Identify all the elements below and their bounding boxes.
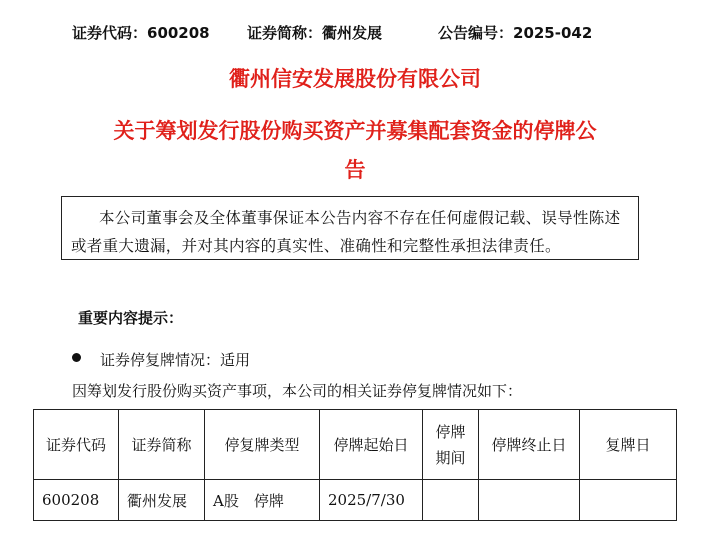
table-cell: 2025/7/30 (320, 480, 423, 521)
header-cell-line: 停牌 (435, 422, 466, 441)
key-points-heading: 重要内容提示： (78, 309, 184, 327)
table-cell: A股 停牌 (205, 480, 320, 521)
header-cell-line: 期间 (435, 448, 466, 467)
company-title: 衢州信安发展股份有限公司 (229, 67, 481, 91)
stock-short-name: 证券简称：衢州发展 (247, 24, 383, 42)
intro-text: 因筹划发行股份购买资产事项，本公司的相关证券停复牌情况如下： (72, 382, 523, 400)
header-cell: 证券代码 (34, 410, 119, 480)
header-cell: 证券简称 (119, 410, 205, 480)
disclaimer-line-2: 或者重大遗漏，并对其内容的真实性、准确性和完整性承担法律责任。 (71, 237, 561, 255)
disclaimer-box (61, 196, 639, 260)
header-cell (423, 410, 479, 480)
table-cell (580, 480, 677, 521)
table-cell: 600208 (34, 480, 119, 521)
header-cell: 停牌起始日 (320, 410, 423, 480)
header-cell: 停牌终止日 (479, 410, 580, 480)
notice-number: 公告编号：2025-042 (438, 24, 593, 42)
header-cell: 复牌日 (580, 410, 677, 480)
announcement-title-line2: 告 (344, 158, 366, 182)
table-cell: 衢州发展 (119, 480, 205, 521)
bullet-text: 证券停复牌情况：适用 (100, 351, 251, 369)
table-row (34, 480, 677, 521)
bullet-dot-icon (72, 353, 81, 362)
disclaimer-line-1: 本公司董事会及全体董事保证本公告内容不存在任何虚假记载、误导性陈述 (99, 209, 621, 227)
announcement-title-line1: 关于筹划发行股份购买资产并募集配套资金的停牌公 (113, 119, 597, 143)
table-cell (423, 480, 479, 521)
table-header-row (34, 410, 677, 480)
header-cell: 停复牌类型 (205, 410, 320, 480)
suspension-table (33, 409, 677, 521)
stock-code: 证券代码：600208 (72, 24, 210, 42)
table-cell (479, 480, 580, 521)
